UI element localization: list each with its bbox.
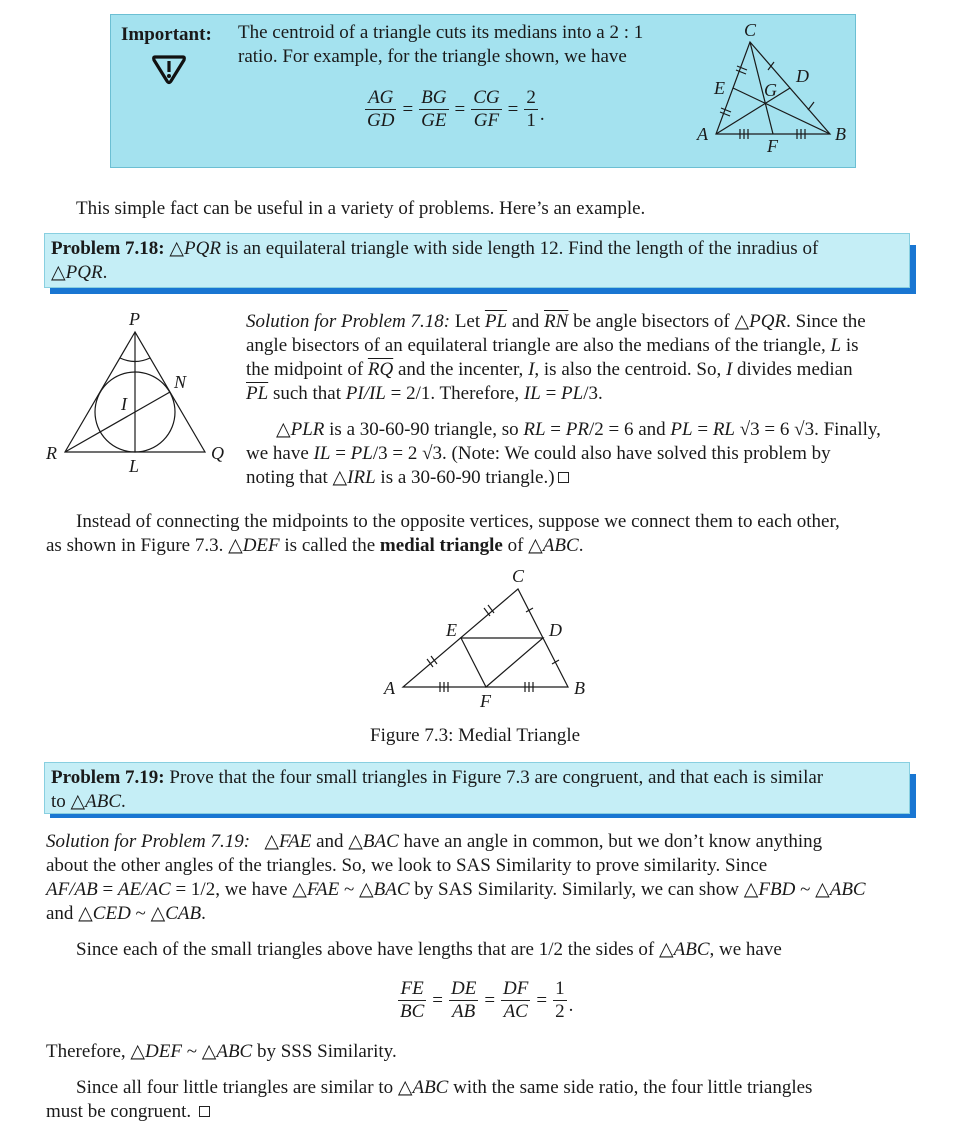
conclusion-line <box>46 1040 926 1064</box>
text: = 2/1. Therefore, <box>385 383 524 404</box>
problem-719-box <box>44 762 910 814</box>
intro-paragraph: This simple fact can be useful in a variety of problems. Here’s an example. <box>76 198 646 219</box>
math-var: DEF <box>242 535 280 556</box>
denominator: 1 <box>526 110 536 131</box>
numerator: CG <box>473 87 500 108</box>
label-b: B <box>835 124 846 144</box>
text: angle bisectors of an equilateral triangle are also the medians of the triangle, <box>246 335 831 356</box>
math-var: IL <box>523 383 541 404</box>
text: = <box>540 383 562 404</box>
equals-sign: = <box>454 98 466 120</box>
solution-heading: Solution for Problem 7.18: <box>246 311 451 332</box>
medial-intro-line <box>46 534 936 558</box>
solution-719-line <box>46 878 926 902</box>
math-var: PI/IL <box>345 383 386 404</box>
spacer <box>246 406 926 418</box>
solution-718 <box>246 310 926 490</box>
solution-719-line <box>46 938 926 962</box>
solution-719 <box>46 830 926 962</box>
fraction-ag-gd <box>365 87 396 132</box>
math-var: PQR <box>65 262 103 283</box>
equals-sign: = <box>432 989 443 1011</box>
text: Therefore, △ <box>46 1041 145 1062</box>
denominator: AB <box>452 1001 476 1022</box>
math-var: PQR <box>749 311 787 332</box>
math-var: PL <box>561 383 584 404</box>
text: be angle bisectors of △ <box>568 311 750 332</box>
text: is a 30-60-90 triangle.) <box>375 467 555 488</box>
text: /3 = 2 √3. (Note: We could also have solved this problem by <box>372 443 831 464</box>
math-var: IRL <box>347 467 376 488</box>
numerator: DE <box>451 978 477 999</box>
important-text-line: ratio. For example, for the triangle shown, we have <box>238 46 627 67</box>
median-be <box>733 88 830 134</box>
text: ~ △ <box>339 879 374 900</box>
pqr-incircle-figure <box>40 300 250 480</box>
term-medial-triangle: medial triangle <box>379 535 503 556</box>
math-var: ABC <box>412 1077 449 1098</box>
solution-718-line <box>246 382 926 406</box>
problem-719-line2 <box>51 790 903 814</box>
warning-icon <box>151 51 187 87</box>
text: = 1/2, we have △ <box>170 879 307 900</box>
equals-sign: = <box>536 989 548 1011</box>
solution-718-line <box>246 334 926 358</box>
solution-719-line <box>46 830 926 854</box>
fraction-2-1 <box>524 87 538 132</box>
segment: $\overline{RN}$ <box>544 311 569 332</box>
label-a: A <box>697 124 708 144</box>
text: is a 30-60-90 triangle, so <box>324 419 524 440</box>
fraction-1-2 <box>553 978 567 1023</box>
text: is called the <box>279 535 380 556</box>
text: by SAS Similarity. Similarly, we can show △ <box>409 879 759 900</box>
important-text <box>238 21 698 69</box>
fraction-fe-bc <box>398 978 426 1023</box>
problem-718-text: is an equilateral triangle with side length 12. Find the length of the inradius of <box>220 238 819 259</box>
denominator: GE <box>421 110 447 131</box>
numerator: AG <box>365 87 396 110</box>
triangle-symbol: △ <box>51 262 66 283</box>
text: and △ <box>46 903 93 924</box>
problem-718-box <box>44 233 910 288</box>
denominator: GF <box>473 110 500 131</box>
numerator: DF <box>503 978 529 999</box>
text: noting that △ <box>246 467 348 488</box>
side-ratio-equation <box>396 978 573 1023</box>
equals-sign: = <box>402 98 414 120</box>
text: as shown in Figure 7.3. △ <box>46 535 243 556</box>
math-var: PLR <box>290 419 325 440</box>
math-var: BAC <box>362 831 399 852</box>
equals-sign: = <box>484 989 496 1011</box>
solution-718-line <box>246 358 926 382</box>
text: have an angle in common, but we don’t know anything <box>398 831 823 852</box>
math-var: I <box>528 359 535 380</box>
label-f: F <box>767 136 778 156</box>
period: . <box>121 791 126 812</box>
text: ~ △ <box>130 903 166 924</box>
centroid-ratio-equation <box>363 87 545 132</box>
numerator: FE <box>398 978 426 1001</box>
denominator: 2 <box>555 1001 565 1022</box>
text: = <box>545 419 566 440</box>
conclusion-line <box>46 1100 926 1124</box>
math-var: FAE <box>278 831 312 852</box>
text: such that <box>268 383 346 404</box>
solution-heading: Solution for Problem 7.19: <box>46 831 251 852</box>
denominator: AC <box>503 1001 528 1022</box>
math-var: RL <box>712 419 735 440</box>
math-var: PL <box>350 443 373 464</box>
triangle-symbol: △ <box>169 238 185 259</box>
period: . <box>102 262 108 283</box>
problem-718-line2 <box>51 261 903 285</box>
text: the midpoint of <box>246 359 368 380</box>
math-var: ABC <box>829 879 866 900</box>
text: of △ <box>502 535 543 556</box>
solution-719-line <box>46 902 926 926</box>
label-a: A <box>384 678 395 698</box>
segment: $\overline{RQ}$ <box>367 359 394 380</box>
math-var: FBD <box>758 879 796 900</box>
text: /2 = 6 and <box>588 419 671 440</box>
fraction-cg-gf <box>471 87 501 132</box>
spacer <box>46 1064 926 1076</box>
text: . Since the <box>786 311 866 332</box>
segment: $\overline{PL}$ <box>484 311 508 332</box>
text: Since each of the small triangles above have lengths that are 1/2 the sides of △ <box>76 939 674 960</box>
math-var: PQR <box>184 238 221 259</box>
text: by SSS Similarity. <box>252 1041 397 1062</box>
qed-square-icon <box>558 472 569 483</box>
math-var: ABC <box>85 791 122 812</box>
solution-719-line: about the other angles of the triangles. So, we look to SAS Similarity to prove similarity. Since <box>46 855 768 876</box>
text: √3 = 6 √3. Finally, <box>735 419 881 440</box>
text: ~ △ <box>795 879 830 900</box>
solution-718-line <box>246 418 926 442</box>
text: divides median <box>732 359 853 380</box>
medial-triangle-figure <box>370 565 610 715</box>
math-var: FAE <box>306 879 340 900</box>
math-var: AE/AC <box>117 879 171 900</box>
math-var: I <box>725 359 733 380</box>
math-var: CED <box>92 903 131 924</box>
label-n: N <box>174 372 187 392</box>
problem-718-label: Problem 7.18: <box>51 238 165 259</box>
text: , we have <box>709 939 782 960</box>
label-d: D <box>796 66 809 86</box>
text: , is also the centroid. So, <box>534 359 726 380</box>
math-var: RL <box>523 419 546 440</box>
text: △ <box>276 419 291 440</box>
label-e: E <box>714 78 725 98</box>
math-var: IL <box>313 443 331 464</box>
numerator: 1 <box>555 978 565 999</box>
label-l: L <box>129 456 140 476</box>
denominator: BC <box>400 1001 425 1022</box>
label-e: E <box>446 620 457 640</box>
label-p: P <box>129 309 140 329</box>
text: and △ <box>311 831 363 852</box>
numerator: BG <box>421 87 447 108</box>
label-r: R <box>46 443 57 463</box>
medial-intro-paragraph <box>46 510 936 558</box>
problem-719-text: Prove that the four small triangles in Figure 7.3 are congruent, and that each is similar <box>164 767 824 788</box>
equals-sign: = <box>507 98 519 120</box>
solution-718-line <box>246 466 926 490</box>
label-i: I <box>121 394 127 414</box>
tick-marks <box>427 605 559 692</box>
math-var: ABC <box>542 535 579 556</box>
medial-intro-line: Instead of connecting the midpoints to the opposite vertices, suppose we connect them to each other, <box>76 511 840 532</box>
conclusion-line <box>46 1076 926 1100</box>
math-var: ABC <box>216 1041 253 1062</box>
bisector-rn <box>65 392 170 452</box>
important-label: Important: <box>121 24 212 45</box>
problem-719-line1 <box>51 766 903 790</box>
centroid-triangle-figure <box>688 16 848 156</box>
spacer <box>46 926 926 938</box>
important-text-line: The centroid of a triangle cuts its medians into a 2 : 1 <box>238 22 644 43</box>
math-var: PL <box>670 419 693 440</box>
numerator: 2 <box>526 87 536 108</box>
problem-719-label: Problem 7.19: <box>51 767 165 788</box>
math-var: L <box>830 335 842 356</box>
text: ~ △ <box>181 1041 217 1062</box>
fraction-de-ab <box>449 978 478 1023</box>
text: /3. <box>583 383 603 404</box>
text: and <box>507 311 545 332</box>
math-var: PR <box>565 419 589 440</box>
terminal-period: . <box>539 103 545 125</box>
text: . <box>578 535 584 556</box>
text: is <box>841 335 859 356</box>
text: Since all four little triangles are similar to △ <box>76 1077 413 1098</box>
text: Let <box>450 311 485 332</box>
label-b: B <box>574 678 585 698</box>
label-f: F <box>480 691 491 711</box>
text: △ <box>250 831 279 852</box>
solution-718-line <box>246 310 926 334</box>
problem-718-line1 <box>51 237 903 261</box>
label-d: D <box>549 620 562 640</box>
math-var: DEF <box>145 1041 182 1062</box>
text: = <box>330 443 351 464</box>
fraction-df-ac <box>501 978 530 1023</box>
text: = <box>692 419 713 440</box>
label-c: C <box>744 20 757 40</box>
text: to △ <box>51 791 86 812</box>
figure-caption: Figure 7.3: Medial Triangle <box>370 725 581 746</box>
label-g: G <box>764 80 777 100</box>
math-var: AF/AB <box>46 879 98 900</box>
terminal-period: . <box>568 994 574 1016</box>
math-var: ABC <box>673 939 710 960</box>
triangle-def <box>461 638 543 687</box>
text: . <box>201 903 206 924</box>
math-var: CAB <box>165 903 202 924</box>
conclusion <box>46 1040 926 1124</box>
solution-718-line <box>246 442 926 466</box>
segment: $\overline{PL}$ <box>246 383 269 404</box>
label-c: C <box>512 566 525 586</box>
label-q: Q <box>211 443 224 463</box>
text: = <box>97 879 118 900</box>
qed-square-icon <box>199 1106 210 1117</box>
math-var: BAC <box>373 879 410 900</box>
fraction-bg-ge <box>419 87 448 132</box>
text: we have <box>246 443 314 464</box>
denominator: GD <box>367 110 395 131</box>
text: must be congruent. <box>46 1101 192 1122</box>
text: with the same side ratio, the four little triangles <box>448 1077 813 1098</box>
text: and the incenter, <box>393 359 529 380</box>
